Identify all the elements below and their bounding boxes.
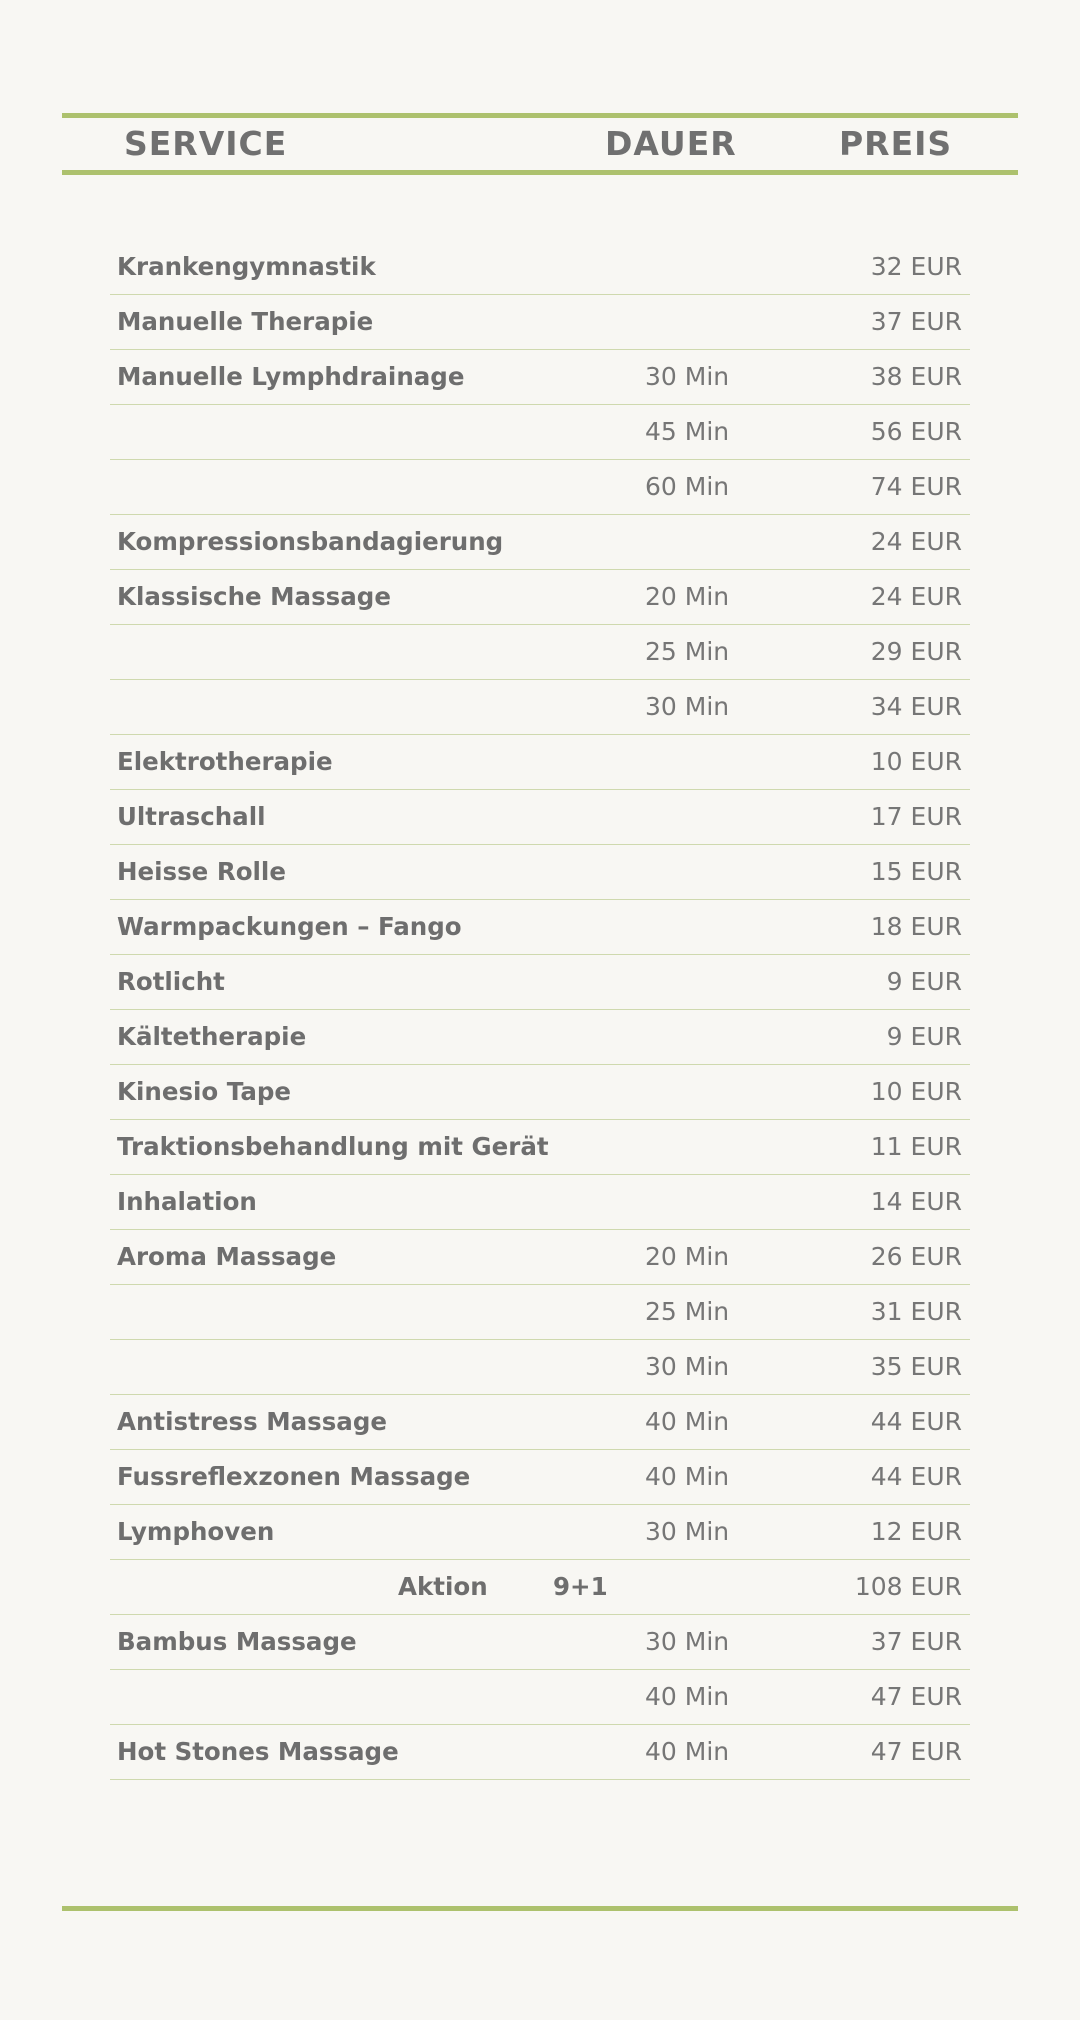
service-price: 14 EUR — [870, 1187, 962, 1216]
table-row — [110, 570, 970, 625]
service-duration: 30 Min — [645, 362, 730, 391]
table-row — [110, 1395, 970, 1450]
service-price: 37 EUR — [870, 1627, 962, 1656]
table-row — [110, 1340, 970, 1395]
service-name: Kältetherapie — [117, 1022, 307, 1051]
service-name: Klassische Massage — [117, 582, 391, 611]
table-row — [110, 1230, 970, 1285]
service-price: 26 EUR — [870, 1242, 962, 1271]
service-price: 18 EUR — [870, 912, 962, 941]
table-row — [110, 845, 970, 900]
service-price: 32 EUR — [870, 252, 962, 281]
service-duration: 30 Min — [645, 1517, 730, 1546]
service-duration: 40 Min — [645, 1682, 730, 1711]
table-row — [110, 1615, 970, 1670]
table-row — [110, 240, 970, 295]
table-row — [110, 955, 970, 1010]
bottom-accent-rule — [62, 1906, 1018, 1911]
table-row — [110, 1120, 970, 1175]
table-row — [110, 790, 970, 845]
price-table — [110, 240, 970, 1780]
service-price: 44 EUR — [870, 1407, 962, 1436]
service-duration: 30 Min — [645, 1352, 730, 1381]
service-name: Kompressionsbandagierung — [117, 527, 504, 556]
service-duration: 25 Min — [645, 637, 730, 666]
service-duration: 40 Min — [645, 1462, 730, 1491]
service-price: 9 EUR — [886, 1022, 962, 1051]
service-price: 35 EUR — [870, 1352, 962, 1381]
service-duration: 25 Min — [645, 1297, 730, 1326]
service-price: 37 EUR — [870, 307, 962, 336]
table-row — [110, 1505, 970, 1560]
service-price: 47 EUR — [870, 1682, 962, 1711]
header-bottom-rule — [62, 170, 1018, 175]
service-name: Manuelle Therapie — [117, 307, 374, 336]
header-service: SERVICE — [124, 124, 288, 163]
table-row — [110, 1670, 970, 1725]
service-name: Traktionsbehandlung mit Gerät — [117, 1132, 549, 1161]
service-duration: 45 Min — [645, 417, 730, 446]
service-duration: 40 Min — [645, 1407, 730, 1436]
table-header — [62, 118, 1018, 168]
service-duration: 20 Min — [645, 582, 730, 611]
service-price: 74 EUR — [870, 472, 962, 501]
table-row — [110, 1725, 970, 1780]
service-name: Antistress Massage — [117, 1407, 387, 1436]
service-name: Ultraschall — [117, 802, 266, 831]
service-name: Lymphoven — [117, 1517, 275, 1546]
service-name: Elektrotherapie — [117, 747, 333, 776]
service-name: Fussreflexzonen Massage — [117, 1462, 471, 1491]
service-price: 34 EUR — [870, 692, 962, 721]
table-row — [110, 1065, 970, 1120]
service-duration: 20 Min — [645, 1242, 730, 1271]
service-price: 29 EUR — [870, 637, 962, 666]
table-row — [110, 625, 970, 680]
service-duration: 30 Min — [645, 692, 730, 721]
service-price: 10 EUR — [870, 747, 962, 776]
service-name: Manuelle Lymphdrainage — [117, 362, 465, 391]
header-preis: PREIS — [839, 124, 953, 163]
service-price: 12 EUR — [870, 1517, 962, 1546]
table-row — [110, 680, 970, 735]
service-duration: 60 Min — [645, 472, 730, 501]
service-name: Hot Stones Massage — [117, 1737, 399, 1766]
service-duration: 40 Min — [645, 1737, 730, 1766]
service-price: 24 EUR — [870, 527, 962, 556]
service-price: 108 EUR — [854, 1572, 962, 1601]
service-name: Krankengymnastik — [117, 252, 376, 281]
aktion-label: Aktion — [398, 1572, 488, 1601]
service-price: 44 EUR — [870, 1462, 962, 1491]
service-name: Warmpackungen – Fango — [117, 912, 462, 941]
table-row — [110, 350, 970, 405]
service-price: 17 EUR — [870, 802, 962, 831]
table-row — [110, 735, 970, 790]
table-row — [110, 1175, 970, 1230]
service-price: 56 EUR — [870, 417, 962, 446]
header-dauer: DAUER — [605, 124, 737, 163]
service-duration: 30 Min — [645, 1627, 730, 1656]
service-name: Inhalation — [117, 1187, 257, 1216]
service-name: Bambus Massage — [117, 1627, 357, 1656]
table-row — [110, 1285, 970, 1340]
service-price: 38 EUR — [870, 362, 962, 391]
aktion-value: 9+1 — [553, 1572, 608, 1601]
table-row — [110, 1560, 970, 1615]
service-name: Aroma Massage — [117, 1242, 337, 1271]
service-price: 11 EUR — [870, 1132, 962, 1161]
table-row — [110, 405, 970, 460]
service-price: 31 EUR — [870, 1297, 962, 1326]
table-row — [110, 295, 970, 350]
service-price: 15 EUR — [870, 857, 962, 886]
service-price: 47 EUR — [870, 1737, 962, 1766]
service-price: 24 EUR — [870, 582, 962, 611]
service-price: 10 EUR — [870, 1077, 962, 1106]
service-name: Rotlicht — [117, 967, 225, 996]
table-row — [110, 515, 970, 570]
table-row — [110, 1450, 970, 1505]
table-row — [110, 460, 970, 515]
table-row — [110, 900, 970, 955]
service-name: Heisse Rolle — [117, 857, 286, 886]
table-row — [110, 1010, 970, 1065]
service-price: 9 EUR — [886, 967, 962, 996]
service-name: Kinesio Tape — [117, 1077, 292, 1106]
